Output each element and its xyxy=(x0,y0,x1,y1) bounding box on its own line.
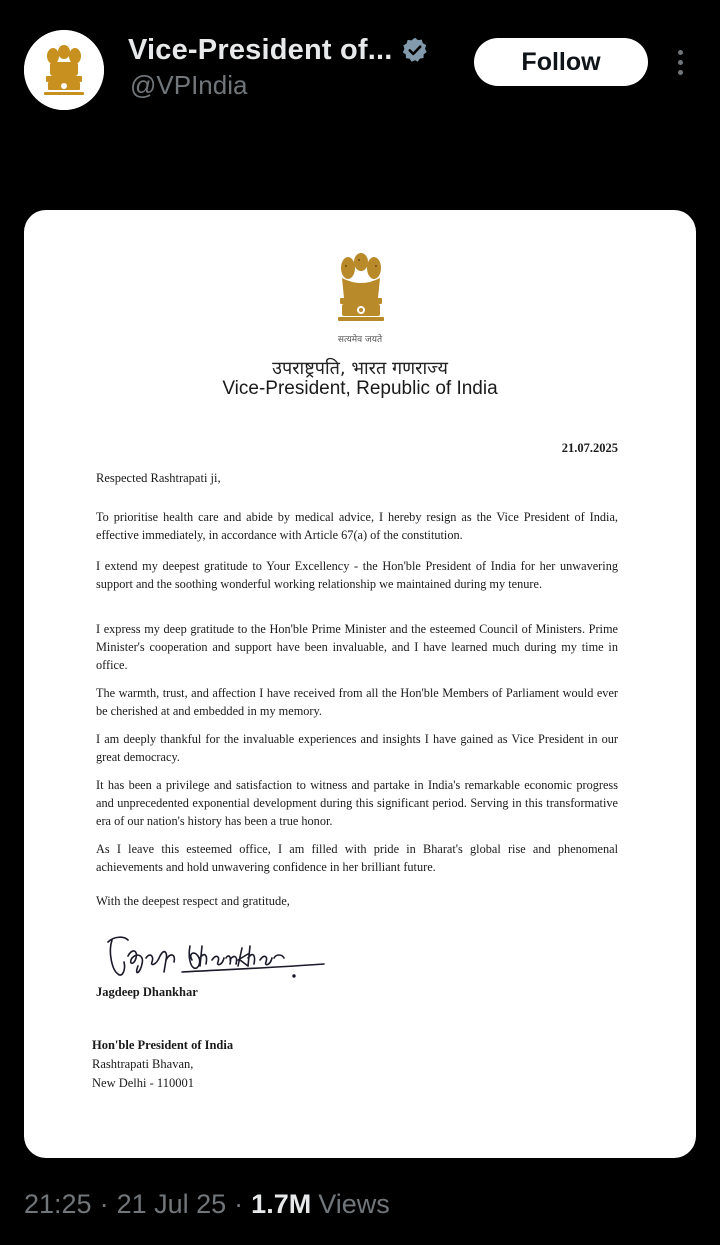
post-metadata xyxy=(24,1184,390,1224)
emblem-motto: सत्यमेव जयते xyxy=(337,335,383,345)
letter-paragraph: The warmth, trust, and affection I have received from all the Hon'ble Members of Parliament would ever be cherished at and embedded in my memory. xyxy=(96,686,618,718)
letter-paragraph: I express my deep gratitude to the Hon'ble Prime Minister and the esteemed Council of Ministers. Prime Minister's cooperation and support have been invaluable, and I have learned much during my time in office. xyxy=(96,622,618,672)
post-time[interactable]: 21:25 xyxy=(24,1188,92,1219)
display-name[interactable]: Vice-President of... xyxy=(128,33,393,66)
follow-button[interactable]: Follow xyxy=(474,38,648,86)
addressee-line: Rashtrapati Bhavan, xyxy=(92,1057,194,1071)
letter-paragraph: I extend my deepest gratitude to Your Excellency - the Hon'ble President of India for her unwavering support and the soothing wonderful working relationship we maintained during my tenure. xyxy=(96,559,618,591)
signer-name: Jagdeep Dhankhar xyxy=(96,985,198,999)
letter-paragraph: It has been a privilege and satisfaction to witness and partake in India's remarkable economic progress and unprecedented exponential development during this significant period. Serving in this transformative era of our nation's history has been a true honor. xyxy=(96,778,618,828)
post-header xyxy=(0,0,720,130)
state-emblem-icon xyxy=(330,244,392,344)
views-count: 1.7M xyxy=(251,1188,312,1219)
letter-paragraph: To prioritise health care and abide by medical advice, I hereby resign as the Vice President of India, effective immediately, in accordance with Article 67(a) of the constitution. xyxy=(96,510,618,542)
letterhead-hindi-title: उपराष्ट्रपति, भारत गणराज्य xyxy=(272,358,448,379)
letter-date: 21.07.2025 xyxy=(561,441,618,455)
name-row xyxy=(128,30,429,70)
letterhead-title: Vice-President, Republic of India xyxy=(222,378,498,399)
letter-paragraph: As I leave this esteemed office, I am filled with pride in Bharat's global rise and phenomenal achievements and hold unwavering confidence in her brilliant future. xyxy=(96,842,618,874)
views-label: Views xyxy=(318,1188,390,1219)
letter-closing: With the deepest respect and gratitude, xyxy=(96,894,290,908)
handle[interactable]: @VPIndia xyxy=(130,70,248,100)
addressee-line: New Delhi - 110001 xyxy=(92,1076,194,1090)
handwritten-signature xyxy=(98,926,328,986)
state-emblem-icon xyxy=(24,30,104,110)
addressee-title: Hon'ble President of India xyxy=(92,1038,234,1052)
separator: · xyxy=(234,1188,244,1219)
letter-salutation: Respected Rashtrapati ji, xyxy=(96,471,221,485)
resignation-letter xyxy=(24,210,696,1158)
letter-paragraph: I am deeply thankful for the invaluable experiences and insights I have gained as Vice President in our great democracy. xyxy=(96,732,618,764)
post-image[interactable] xyxy=(24,210,696,1158)
avatar[interactable] xyxy=(24,30,104,110)
post-date[interactable]: 21 Jul 25 xyxy=(116,1188,227,1219)
more-options-icon[interactable] xyxy=(666,44,694,80)
verified-badge-icon xyxy=(401,36,429,64)
separator: · xyxy=(99,1188,109,1219)
